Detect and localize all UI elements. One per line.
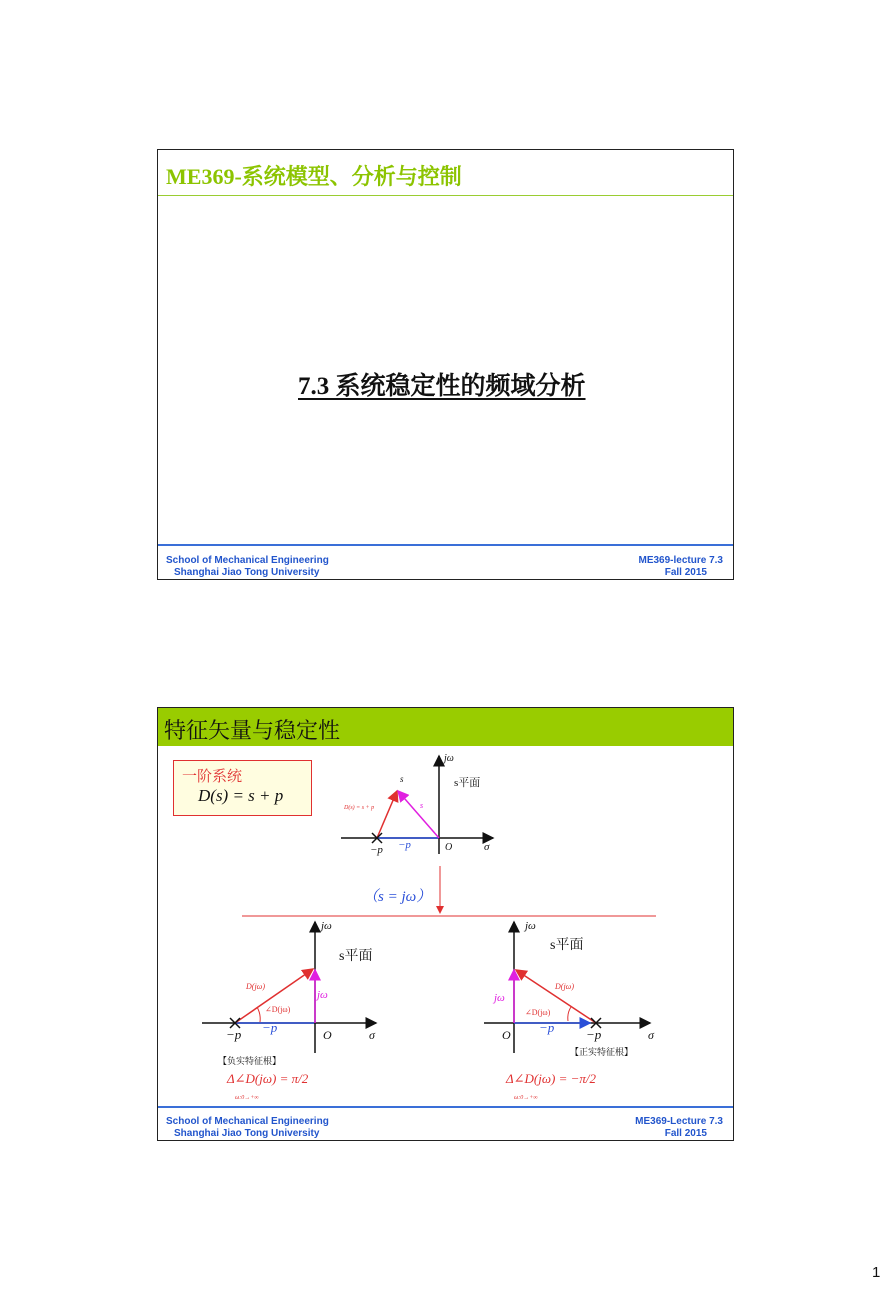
slide-1: [157, 149, 734, 580]
right-neg-p-vector-label: −p: [539, 1020, 555, 1035]
left-s-plane: [202, 920, 376, 1101]
right-sigma-label: σ: [648, 1028, 654, 1042]
left-neg-p-axis-label: −p: [226, 1027, 242, 1042]
left-neg-p-vector-label: −p: [262, 1020, 278, 1035]
slide-2: [157, 707, 734, 1141]
right-neg-p-axis-label: −p: [586, 1027, 602, 1042]
left-sigma-label: σ: [369, 1028, 375, 1042]
footer-school: [166, 555, 329, 579]
footer-school-2: [166, 1116, 329, 1140]
title-divider: [158, 195, 733, 196]
left-djw-vector: [235, 969, 313, 1023]
s-point-label: s: [400, 774, 404, 784]
footer-school-line2: Shanghai Jiao Tong University: [174, 1128, 320, 1139]
right-plane-label: s平面: [550, 938, 584, 953]
footer-divider-2: [158, 1106, 733, 1108]
left-jw-label: jω: [321, 920, 332, 932]
right-formula: Δ∠D(jω) = −π/2: [506, 1071, 597, 1086]
s-vector: [398, 791, 439, 838]
section-heading: 7.3 系统稳定性的频域分析: [298, 373, 586, 400]
ds-vector: [377, 791, 397, 838]
neg-p-axis-label: −p: [370, 844, 383, 856]
top-s-plane: [341, 753, 493, 856]
neg-p-vector-label: −p: [398, 839, 411, 851]
right-jw-vector-label: jω: [494, 992, 505, 1004]
sigma-label: σ: [484, 841, 490, 853]
box-label: 一阶系统: [182, 769, 243, 785]
right-jw-label: jω: [525, 920, 536, 932]
substitution-label: （s = jω）: [363, 889, 432, 905]
left-plane-label: s平面: [339, 949, 373, 964]
box-equation: D(s) = s + p: [198, 786, 284, 805]
origin-label: O: [445, 842, 453, 853]
ds-label: D(s) = s + p: [344, 805, 375, 811]
page-number: 1: [872, 1264, 881, 1281]
left-angle-label: ∠D(jω): [265, 1005, 291, 1014]
footer-lecture-line2: Fall 2015: [664, 567, 707, 578]
right-angle-label: ∠D(jω): [525, 1008, 551, 1017]
right-origin-label: O: [502, 1028, 511, 1042]
footer-school-line2: Shanghai Jiao Tong University: [174, 567, 320, 578]
footer-lecture-2: [635, 1116, 723, 1140]
slide-1-title: ME369-系统模型、分析与控制: [166, 164, 462, 189]
left-caption: 【负实特征根】: [218, 1056, 282, 1066]
left-jw-vector-label: jω: [317, 989, 328, 1001]
slide-2-title: 特征矢量与稳定性: [164, 718, 341, 743]
footer-school-line1: School of Mechanical Engineering: [166, 555, 329, 566]
jw-label: jω: [444, 753, 454, 764]
footer-lecture-line1: ME369-Lecture 7.3: [635, 1116, 723, 1127]
s-plane-diagrams: [158, 708, 733, 1140]
left-origin-label: O: [323, 1028, 332, 1042]
footer-lecture-line2: Fall 2015: [664, 1128, 707, 1139]
plane-label: s平面: [454, 777, 481, 789]
footer-lecture-line1: ME369-lecture 7.3: [638, 555, 723, 566]
footer-school-line1: School of Mechanical Engineering: [166, 1116, 329, 1127]
left-formula-sub: ω:0→+∞: [235, 1095, 259, 1101]
left-formula: Δ∠D(jω) = π/2: [227, 1071, 309, 1086]
left-angle-arc: [257, 1007, 260, 1022]
footer-lecture: [639, 555, 724, 579]
right-angle-arc: [568, 1007, 571, 1021]
s-vector-label: s: [420, 801, 424, 810]
right-caption: 【正实特征根】: [570, 1047, 634, 1057]
left-djw-label: D(jω): [246, 982, 265, 991]
right-formula-sub: ω:0→+∞: [514, 1095, 538, 1101]
right-s-plane: [484, 920, 655, 1101]
footer-divider: [158, 544, 733, 546]
right-djw-label: D(jω): [555, 982, 574, 991]
